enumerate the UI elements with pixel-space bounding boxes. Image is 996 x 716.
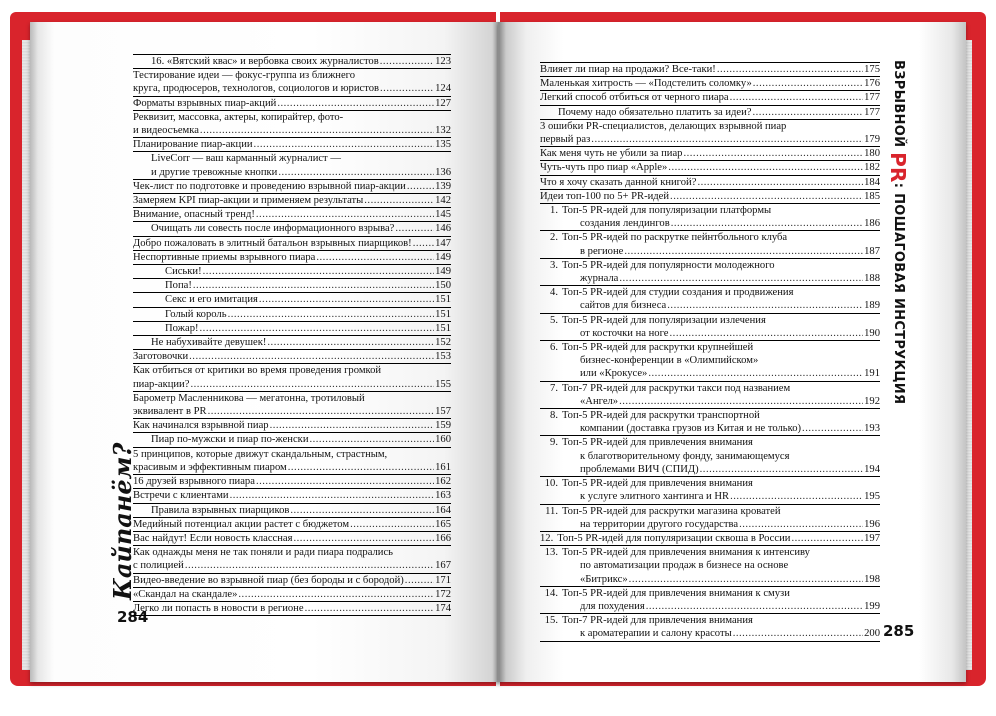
- toc-entry-title: Как однажды меня не так поняли и ради пиара подрались: [133, 547, 393, 559]
- toc-entry-title: круга, продюсеров, технологов, социологов и юристов: [133, 83, 380, 95]
- toc-entry-title: Что я хочу сказать данной книгой?: [540, 176, 697, 188]
- toc-page-number: 161: [435, 461, 451, 473]
- toc-entry-title: Почему надо обязательно платить за идеи?: [558, 106, 752, 118]
- toc-entry-number: 8.: [550, 410, 558, 422]
- toc-entry-title: компании (доставка грузов из Китая и не только): [580, 423, 802, 435]
- toc-entry-title: или «Крокусе»: [580, 368, 648, 380]
- toc-entry-title: первый раз: [540, 134, 591, 146]
- toc-entry-title: Топ-5 PR-идей для привлечения внимания к смузи: [562, 587, 790, 599]
- toc-entry: [540, 161, 880, 175]
- page-number-left: 284: [117, 608, 149, 626]
- toc-entry-title: Правила взрывных пиарщиков: [151, 504, 290, 516]
- toc-leader-dots: [591, 133, 863, 146]
- toc-leader-dots: [267, 336, 434, 349]
- toc-page-number: 145: [435, 209, 451, 221]
- page-number-right: 285: [883, 622, 915, 640]
- toc-entry: [540, 532, 880, 546]
- toc-entry-title: Топ-5 PR-идей для привлечения внимания: [562, 478, 753, 490]
- toc-page-number: 123: [435, 56, 451, 67]
- toc-leader-dots: [208, 405, 435, 418]
- toc-entry: [540, 587, 880, 614]
- toc-entry-title: и видеосъемка: [133, 125, 199, 137]
- toc-page-number: 142: [435, 195, 451, 207]
- toc-entry-title: с полицией: [133, 560, 184, 572]
- running-title-prefix: ВЗРЫВНОЙ: [891, 60, 906, 153]
- toc-entry: [133, 350, 451, 364]
- toc-entry-title: Заготовочки: [133, 351, 189, 363]
- toc-page-number: 149: [435, 251, 451, 263]
- toc-leader-dots: [290, 504, 434, 517]
- toc-entry-title: Топ-5 PR-идей для раскрутки транспортной: [562, 410, 760, 422]
- toc-leader-dots: [238, 588, 434, 601]
- toc-page-number: 151: [435, 322, 451, 334]
- toc-leader-dots: [185, 559, 434, 572]
- running-title: [886, 60, 910, 405]
- toc-entry-title: Вас найдут! Если новость классная: [133, 532, 293, 544]
- toc-leader-dots: [254, 138, 435, 151]
- toc-entry-title: красивым и эффективным пиаром: [133, 461, 287, 473]
- toc-entry: [133, 419, 451, 433]
- toc-page-number: 152: [435, 337, 451, 349]
- toc-entry: [133, 152, 451, 179]
- toc-entry-title: Топ-5 PR-идей для популярности молодежного: [562, 259, 775, 271]
- toc-entry-title: к услуге элитного хантинга и HR: [580, 491, 730, 503]
- toc-entry-title: Голый король: [165, 308, 227, 320]
- toc-page-number: 153: [435, 351, 451, 363]
- toc-page-number: 195: [864, 491, 880, 503]
- toc-entry: [540, 259, 880, 286]
- toc-page-number: 177: [864, 106, 880, 118]
- toc-entry-title: Сиськи!: [165, 266, 202, 278]
- side-logo-text: Кайпанём?: [108, 442, 137, 600]
- toc-page-number: 190: [864, 327, 880, 339]
- toc-leader-dots: [278, 166, 434, 179]
- toc-leader-dots: [380, 82, 434, 95]
- toc-page-number: 151: [435, 308, 451, 320]
- toc-entry: [540, 176, 880, 190]
- toc-entry-title: Как отбиться от критики во время проведения громкой: [133, 365, 382, 377]
- toc-page-number: 164: [435, 504, 451, 516]
- toc-entry-title: Идеи топ-100 по 5+ PR-идей: [540, 190, 670, 202]
- toc-entry-title: Топ-5 PR-идей для студии создания и продвижения: [562, 287, 794, 299]
- toc-entry-title: Топ-5 PR-идей для раскрутки крупнейшей: [562, 342, 754, 354]
- toc-entry: [133, 308, 451, 322]
- toc-entry-number: 15.: [544, 615, 558, 627]
- toc-entry-title: Секс и его имитация: [165, 294, 258, 306]
- toc-page-number: 166: [435, 532, 451, 544]
- toc-leader-dots: [380, 55, 434, 68]
- toc-entry-number: 1.: [550, 205, 558, 217]
- toc-entry-title: 5 принципов, которые движут скандальным, страстным,: [133, 448, 388, 460]
- toc-entry-title: Топ-5 PR-идей для популяризации излечения: [562, 314, 766, 326]
- toc-entry: [540, 106, 880, 120]
- toc-entry-title: Топ-5 PR-идей для привлечения внимания к интенсиву: [562, 547, 810, 559]
- toc-entry: [133, 208, 451, 222]
- toc-leader-dots: [791, 532, 863, 545]
- toc-entry: [540, 546, 880, 587]
- toc-entry-title: 3 ошибки PR-специалистов, делающих взрывной пиар: [540, 120, 787, 132]
- toc-entry: [133, 532, 451, 546]
- toc-page-number: 162: [435, 476, 451, 488]
- toc-entry: [540, 477, 880, 504]
- toc-entry-number: 10.: [544, 478, 558, 490]
- toc-entry: [133, 237, 451, 251]
- toc-entry: [540, 120, 880, 147]
- toc-leader-dots: [364, 194, 434, 207]
- toc-entry: [133, 111, 451, 138]
- toc-entry: [133, 364, 451, 391]
- toc-entry: [540, 341, 880, 382]
- toc-leader-dots: [309, 433, 434, 446]
- toc-leader-dots: [293, 532, 434, 545]
- toc-entry: [133, 336, 451, 350]
- toc-entry-title: Добро пожаловать в элитный батальон взрывных пиарщиков!: [133, 237, 412, 249]
- toc-leader-dots: [413, 237, 434, 250]
- toc-entry-title: Форматы взрывных пиар-акций: [133, 97, 277, 109]
- toc-page-number: 184: [864, 176, 880, 188]
- toc-entry-title: создания лендингов: [580, 218, 670, 230]
- toc-list-left: [133, 54, 451, 616]
- toc-entry-title: Топ-5 PR-идей по раскрутке пейнтбольного клуба: [562, 232, 788, 244]
- toc-leader-dots: [200, 124, 434, 137]
- toc-entry-title: Топ-7 PR-идей для раскрутки такси под названием: [562, 382, 791, 394]
- toc-entry-number: 11.: [545, 505, 558, 517]
- toc-entry-title: Топ-5 PR-идей для популяризации сквоша в России: [557, 532, 791, 544]
- toc-entry-title: LiveCorr — ваш карманный журналист —: [151, 153, 341, 165]
- toc-leader-dots: [753, 106, 864, 119]
- toc-leader-dots: [670, 190, 863, 203]
- toc-leader-dots: [190, 378, 434, 391]
- toc-entry: [133, 138, 451, 152]
- toc-entry-title: 16. «Вятский квас» и вербовка своих журналистов: [151, 56, 379, 67]
- toc-leader-dots: [259, 293, 434, 306]
- toc-entry-title: Очищать ли совесть после информационного взрыва?: [151, 223, 395, 235]
- toc-entry: [133, 265, 451, 279]
- toc-entry-title: пиар-акции?: [133, 378, 190, 390]
- toc-leader-dots: [305, 602, 435, 615]
- toc-leader-dots: [629, 573, 863, 586]
- toc-leader-dots: [667, 299, 863, 312]
- toc-entry: [540, 314, 880, 341]
- toc-page-number: 155: [435, 378, 451, 390]
- book-gutter: [492, 22, 506, 682]
- toc-page-number: 172: [435, 588, 451, 600]
- toc-leader-dots: [203, 265, 434, 278]
- toc-entry-title: Пиар по-мужски и пиар по-женски: [151, 434, 309, 446]
- toc-entry-number: 7.: [550, 382, 558, 394]
- toc-entry-title: к благотворительному фонду, занимающемуся: [580, 450, 790, 462]
- toc-page-number: 193: [864, 423, 880, 435]
- toc-entry: [540, 62, 880, 77]
- toc-entry-title: Попа!: [165, 280, 192, 292]
- toc-entry: [540, 409, 880, 436]
- toc-page-number: 149: [435, 266, 451, 278]
- toc-entry: [133, 97, 451, 111]
- toc-entry-title: Топ-5 PR-идей для популяризации платформы: [562, 205, 772, 217]
- toc-page-number: 174: [435, 602, 451, 614]
- toc-entry-title: «Ангел»: [580, 395, 619, 407]
- toc-entry-title: Топ-7 PR-идей для привлечения внимания: [562, 615, 753, 627]
- toc-leader-dots: [730, 91, 864, 104]
- toc-page-number: 124: [435, 83, 451, 95]
- toc-leader-dots: [270, 419, 435, 432]
- toc-page-number: 191: [864, 368, 880, 380]
- toc-page-number: 167: [435, 560, 451, 572]
- toc-leader-dots: [697, 176, 863, 189]
- toc-leader-dots: [730, 490, 863, 503]
- toc-entry-title: в регионе: [580, 245, 624, 257]
- toc-entry-title: Замеряем KPI пиар-акции и применяем результаты: [133, 195, 364, 207]
- toc-leader-dots: [739, 518, 863, 531]
- toc-entry-number: 5.: [550, 314, 558, 326]
- toc-leader-dots: [193, 279, 434, 292]
- toc-leader-dots: [670, 327, 864, 340]
- toc-entry-title: Чуть-чуть про пиар «Apple»: [540, 162, 668, 174]
- toc-leader-dots: [668, 161, 863, 174]
- toc-page-number: 182: [864, 162, 880, 174]
- toc-entry-title: сайтов для бизнеса: [580, 300, 667, 312]
- toc-entry: [133, 293, 451, 307]
- toc-entry-title: Встречи с клиентами: [133, 490, 229, 502]
- toc-entry-title: Реквизит, массовка, актеры, копирайтер, фото-: [133, 111, 344, 123]
- toc-page-number: 177: [864, 92, 880, 104]
- toc-leader-dots: [407, 180, 434, 193]
- toc-entry-title: Легко ли попасть в новости в регионе: [133, 602, 304, 614]
- toc-entry: [133, 279, 451, 293]
- toc-page-number: 176: [864, 78, 880, 90]
- toc-entry: [540, 231, 880, 258]
- toc-entry-title: Чек-лист по подготовке и проведению взрывной пиар-акции: [133, 180, 406, 192]
- toc-page-number: 180: [864, 148, 880, 160]
- toc-entry: [133, 194, 451, 208]
- toc-entry-title: «Скандал на скандале»: [133, 588, 238, 600]
- toc-entry-number: 4.: [550, 287, 558, 299]
- toc-entry: [133, 54, 451, 69]
- toc-entry-number: 12.: [540, 532, 554, 544]
- toc-leader-dots: [753, 77, 863, 90]
- toc-entry: [540, 91, 880, 105]
- toc-leader-dots: [802, 422, 863, 435]
- toc-page-number: 192: [864, 395, 880, 407]
- toc-leader-dots: [189, 350, 434, 363]
- running-title-suffix: : ПОШАГОВАЯ ИНСТРУКЦИЯ: [891, 182, 906, 405]
- toc-page-number: 194: [864, 463, 880, 475]
- toc-leader-dots: [671, 217, 863, 230]
- toc-entry: [540, 286, 880, 313]
- toc-page-number: 199: [864, 600, 880, 612]
- toc-entry-number: 13.: [544, 547, 558, 559]
- toc-entry: [133, 546, 451, 573]
- toc-entry-title: Тестирование идеи — фокус-группа из ближнего: [133, 70, 356, 82]
- toc-page-number: 165: [435, 518, 451, 530]
- toc-entry-number: 14.: [544, 587, 558, 599]
- toc-leader-dots: [733, 627, 863, 640]
- toc-page-number: 146: [435, 223, 451, 235]
- toc-entry-title: Внимание, опасный тренд!: [133, 209, 255, 221]
- toc-entry: [133, 602, 451, 616]
- toc-entry-title: бизнес-конференции в «Олимпийском»: [580, 355, 759, 367]
- toc-leader-dots: [700, 463, 863, 476]
- toc-entry-number: 3.: [550, 259, 558, 271]
- toc-entry-number: 6.: [550, 342, 558, 354]
- toc-entry-title: «Битрикс»: [580, 573, 628, 585]
- toc-page-number: 188: [864, 273, 880, 285]
- toc-page-number: 150: [435, 280, 451, 292]
- toc-entry-title: Неспортивные приемы взрывного пиара: [133, 251, 316, 263]
- toc-entry-title: Топ-5 PR-идей для привлечения внимания: [562, 437, 753, 449]
- running-title-pr: PR: [886, 152, 910, 183]
- toc-entry: [133, 433, 451, 447]
- toc-entry-title: Видео-введение во взрывной пиар (без бороды и с бородой): [133, 574, 404, 586]
- toc-entry-title: и другие тревожные кнопки: [151, 166, 278, 178]
- toc-entry-title: Медийный потенциал акции растет с бюджетом: [133, 518, 350, 530]
- toc-list-right: [540, 62, 880, 642]
- toc-entry-number: 2.: [550, 232, 558, 244]
- toc-entry-title: Как меня чуть не убили за пиар: [540, 148, 683, 160]
- toc-leader-dots: [717, 63, 863, 76]
- toc-leader-dots: [256, 208, 434, 221]
- toc-entry-title: Как начинался взрывной пиар: [133, 420, 269, 432]
- toc-leader-dots: [395, 222, 434, 235]
- toc-entry-title: Топ-5 PR-идей для раскрутки магазина кроватей: [562, 505, 781, 517]
- toc-entry: [133, 448, 451, 475]
- toc-entry-title: проблемами ВИЧ (СПИД): [580, 463, 699, 475]
- toc-page-number: 175: [864, 64, 880, 75]
- toc-leader-dots: [624, 245, 863, 258]
- toc-page-number: 198: [864, 573, 880, 585]
- toc-page-number: 159: [435, 420, 451, 432]
- toc-entry-title: к ароматерапии и салону красоты: [580, 628, 732, 640]
- toc-entry: [540, 147, 880, 161]
- toc-entry: [133, 518, 451, 532]
- toc-entry-title: Влияет ли пиар на продажи? Все-таки!: [540, 64, 716, 75]
- toc-leader-dots: [228, 308, 435, 321]
- toc-entry: [540, 614, 880, 641]
- toc-entry-title: по автоматизации продаж в бизнесе на основе: [580, 560, 789, 572]
- toc-leader-dots: [256, 475, 434, 488]
- toc-entry: [133, 504, 451, 518]
- toc-page-number: 163: [435, 490, 451, 502]
- toc-entry: [133, 392, 451, 419]
- toc-leader-dots: [646, 600, 863, 613]
- toc-entry: [133, 69, 451, 96]
- toc-entry-title: Планирование пиар-акции: [133, 139, 253, 151]
- toc-entry-title: Барометр Масленникова — мегатонна, тротиловый: [133, 392, 365, 404]
- toc-leader-dots: [648, 367, 863, 380]
- toc-entry-number: 9.: [550, 437, 558, 449]
- toc-entry: [540, 436, 880, 477]
- toc-entry: [133, 222, 451, 236]
- toc-entry-title: Маленькая хитрость — «Подстелить соломку»: [540, 78, 752, 90]
- toc-page-number: 171: [435, 574, 451, 586]
- toc-entry: [540, 77, 880, 91]
- toc-entry-title: журнала: [580, 273, 619, 285]
- toc-entry-title: Пожар!: [165, 322, 199, 334]
- toc-entry: [540, 382, 880, 409]
- toc-page-number: 187: [864, 245, 880, 257]
- toc-entry: [133, 180, 451, 194]
- toc-page-number: 186: [864, 218, 880, 230]
- toc-entry-title: эквивалент в PR: [133, 406, 207, 418]
- toc-page-number: 185: [864, 190, 880, 202]
- toc-page-number: 200: [864, 628, 880, 640]
- toc-page-number: 160: [435, 434, 451, 446]
- toc-page-number: 196: [864, 518, 880, 530]
- toc-entry: [540, 204, 880, 231]
- toc-entry: [540, 190, 880, 204]
- toc-entry: [540, 505, 880, 532]
- toc-leader-dots: [288, 461, 434, 474]
- toc-entry-title: Легкий способ отбиться от черного пиара: [540, 92, 729, 104]
- toc-entry-title: для похудения: [580, 600, 645, 612]
- toc-entry-title: на территории другого государства: [580, 518, 739, 530]
- toc-page-number: 132: [435, 125, 451, 137]
- toc-leader-dots: [230, 489, 435, 502]
- toc-entry: [133, 574, 451, 588]
- toc-entry: [133, 251, 451, 265]
- toc-page-number: 197: [864, 532, 880, 544]
- toc-entry-title: от косточки на ноге: [580, 327, 669, 339]
- toc-leader-dots: [200, 322, 435, 335]
- toc-page-number: 135: [435, 139, 451, 151]
- toc-leader-dots: [619, 272, 863, 285]
- toc-page-number: 189: [864, 300, 880, 312]
- toc-leader-dots: [683, 147, 863, 160]
- toc-page-number: 179: [864, 134, 880, 146]
- toc-page-number: 151: [435, 294, 451, 306]
- toc-page-number: 139: [435, 180, 451, 192]
- toc-page-number: 157: [435, 406, 451, 418]
- toc-leader-dots: [619, 395, 863, 408]
- toc-leader-dots: [277, 97, 434, 110]
- toc-leader-dots: [405, 574, 434, 587]
- toc-page-number: 127: [435, 97, 451, 109]
- toc-page-number: 147: [435, 237, 451, 249]
- toc-entry: [133, 489, 451, 503]
- toc-leader-dots: [316, 251, 434, 264]
- toc-page-number: 136: [435, 166, 451, 178]
- toc-entry-title: Не набухивайте девушек!: [151, 337, 267, 349]
- toc-entry: [133, 322, 451, 336]
- toc-entry: [133, 588, 451, 602]
- toc-entry: [133, 475, 451, 489]
- toc-leader-dots: [350, 518, 434, 531]
- toc-entry-title: 16 друзей взрывного пиара: [133, 476, 255, 488]
